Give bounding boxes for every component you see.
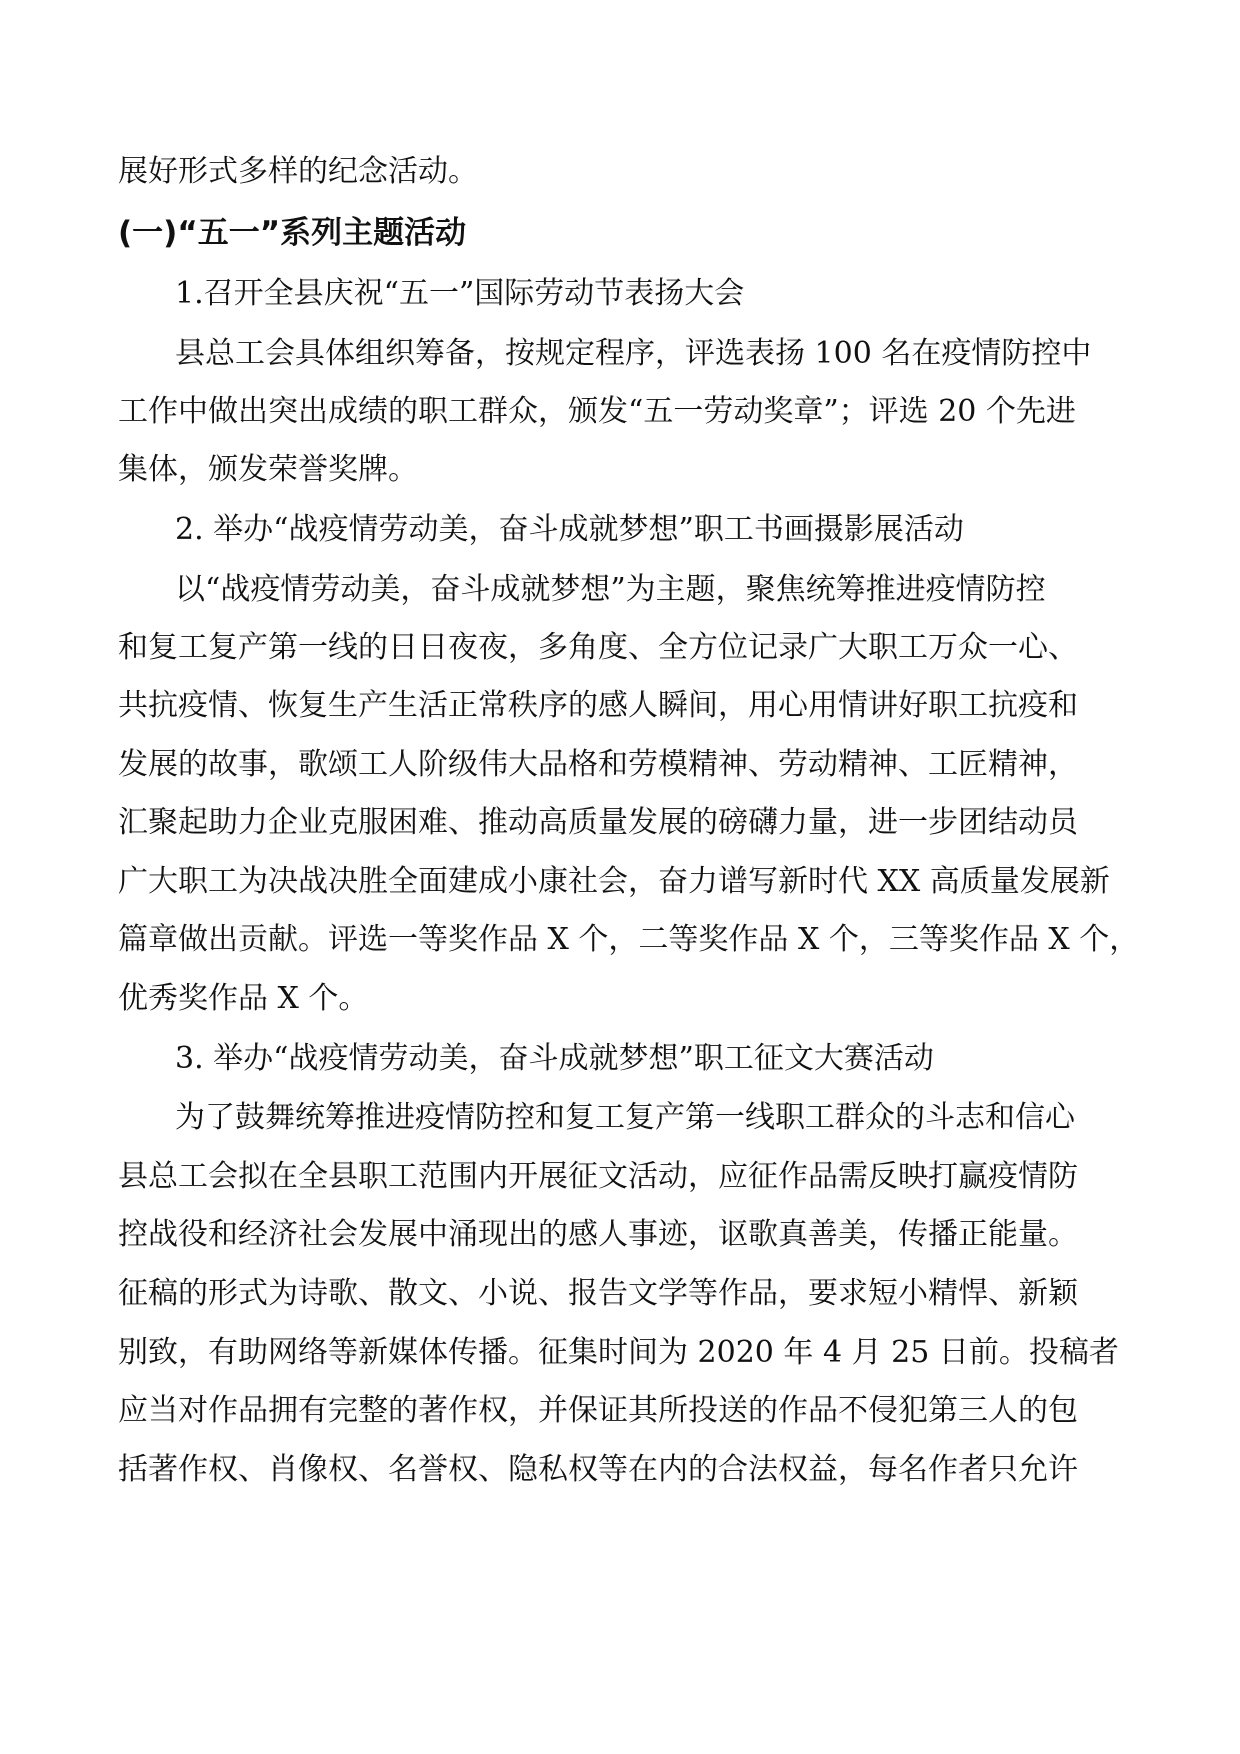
paragraph-line: 汇聚起助力企业克服困难、推动高质量发展的磅礴力量，进一步团结动员 [118,805,1078,840]
paragraph-line: 工作中做出突出成绩的职工群众，颁发“五一劳动奖章”；评选 20 个先进 [118,394,1076,429]
item-heading: 2. 举办“战疫情劳动美，奋斗成就梦想”职工书画摄影展活动 [175,512,964,547]
paragraph-line: 为了鼓舞统筹推进疫情防控和复工复产第一线职工群众的斗志和信心 [175,1100,1075,1135]
paragraph-line: 控战役和经济社会发展中涌现出的感人事迹，讴歌真善美，传播正能量。 [118,1217,1078,1252]
paragraph-line: 发展的故事，歌颂工人阶级伟大品格和劳模精神、劳动精神、工匠精神， [118,747,1078,782]
paragraph-line: 篇章做出贡献。评选一等奖作品 X 个，二等奖作品 X 个，三等奖作品 X 个， [118,922,1140,957]
item-heading: 1.召开全县庆祝“五一”国际劳动节表扬大会 [175,276,745,311]
paragraph-line: 县总工会具体组织筹备，按规定程序，评选表扬 100 名在疫情防控中 [175,336,1092,371]
paragraph-line: 县总工会拟在全县职工范围内开展征文活动，应征作品需反映打赢疫情防 [118,1159,1078,1194]
paragraph-line: 展好形式多样的纪念活动。 [118,154,478,189]
paragraph-line: 括著作权、肖像权、名誉权、隐私权等在内的合法权益，每名作者只允许 [118,1452,1078,1487]
paragraph-line: 别致，有助网络等新媒体传播。征集时间为 2020 年 4 月 25 日前。投稿者 [118,1335,1119,1370]
paragraph-line: 应当对作品拥有完整的著作权，并保证其所投送的作品不侵犯第三人的包 [118,1393,1078,1428]
paragraph-line: 广大职工为决战决胜全面建成小康社会，奋力谱写新时代 XX 高质量发展新 [118,864,1110,899]
paragraph-line: 和复工复产第一线的日日夜夜，多角度、全方位记录广大职工万众一心、 [118,630,1078,665]
paragraph-line: 优秀奖作品 X 个。 [118,981,369,1016]
item-heading: 3. 举办“战疫情劳动美，奋斗成就梦想”职工征文大赛活动 [175,1041,934,1076]
paragraph-line: 共抗疫情、恢复生产生活正常秩序的感人瞬间，用心用情讲好职工抗疫和 [118,688,1078,723]
paragraph-line: 征稿的形式为诗歌、散文、小说、报告文学等作品，要求短小精悍、新颖 [118,1276,1078,1311]
paragraph-line: 以“战疫情劳动美，奋斗成就梦想”为主题，聚焦统筹推进疫情防控 [175,572,1046,607]
section-heading: (一)“五一”系列主题活动 [118,215,467,251]
paragraph-line: 集体，颁发荣誉奖牌。 [118,452,418,487]
